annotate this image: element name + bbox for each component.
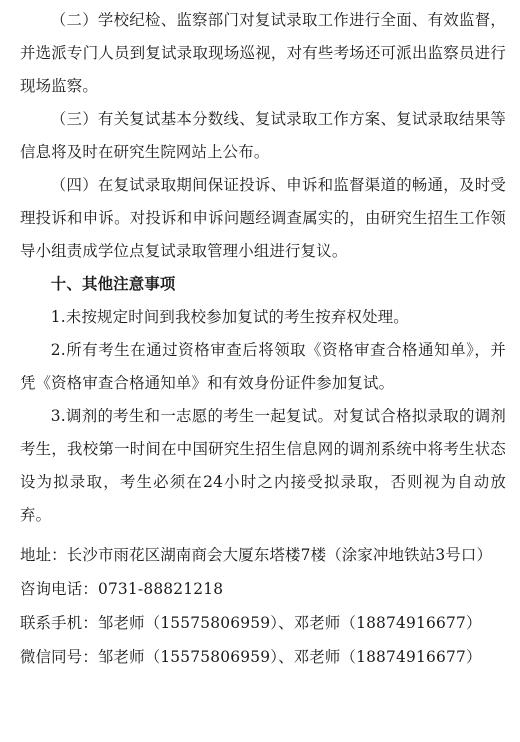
- contact-mobile: 联系手机：邹老师（15575806959）、邓老师（18874916677）: [20, 614, 482, 632]
- paragraph-complaints: （四）在复试录取期间保证投诉、申诉和监督渠道的畅通，及时受理投诉和申诉。对投诉和申诉问题经调查属实的，由研究生招生工作领导小组责成学位点复试录取管理小组进行复议。: [20, 176, 506, 260]
- contact-phone: 咨询电话：0731-88821218: [20, 580, 224, 598]
- contact-address: 地址：长沙市雨花区湖南商会大厦东塔楼7楼（涂家冲地铁站3号口）: [20, 546, 493, 564]
- list-item: 2.所有考生在通过资格审查后将领取《资格审查合格通知单》，并凭《资格审查合格通知单》和有效身份证件参加复试。: [20, 341, 506, 392]
- section-heading: 十、其他注意事项: [50, 275, 176, 293]
- list-item: 1.未按规定时间到我校参加复试的考生按弃权处理。: [50, 308, 409, 326]
- paragraph-publication: （三）有关复试基本分数线、复试录取工作方案、复试录取结果等信息将及时在研究生院网站上公布。: [20, 110, 506, 161]
- list-item: 3.调剂的考生和一志愿的考生一起复试。对复试合格拟录取的调剂考生，我校第一时间在中国研究生招生信息网的调剂系统中将考生状态设为拟录取，考生必须在24小时之内接受拟录取，否则视为自动放弃。: [20, 407, 506, 524]
- contact-block: [20, 538, 506, 674]
- contact-wechat: 微信同号：邹老师（15575806959）、邓老师（18874916677）: [20, 648, 482, 666]
- paragraph-supervision: （二）学校纪检、监察部门对复试录取工作进行全面、有效监督，并选派专门人员到复试录取现场巡视，对有些考场还可派出监察员进行现场监察。: [20, 11, 506, 95]
